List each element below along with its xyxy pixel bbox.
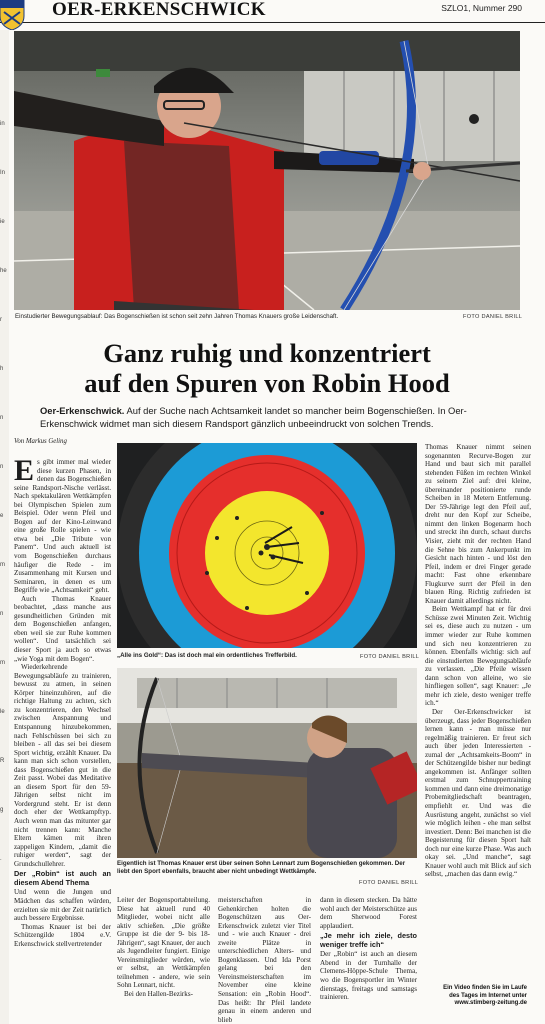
col1-subheading: Der „Robin“ ist auch an diesem Abend Thema [14,869,111,887]
neighbor-page-fragment: in [0,121,5,127]
neighbor-page-fragment: n [0,464,4,470]
col3-paragraph-1: meisterschaften in Gehenkirchen holten die Bogenschützen aus Oer-Erkenschwick zuletzt vier Titel und - wie auch Knauer - drei zweite Plätze in unterschiedlichen Alters- und Bogenklassen. Und Ida Porst gelang bei den Vereinsmeisterschaften im November eine kleine Sensation: ein „Robin Hood“. Das heißt: Ihr Pfeil landete genau in einem anderen und blieb [218,896,311,1024]
neighbor-page-fragment: e [0,513,4,519]
col1-paragraph-4: Und wenn die Jungen und Mädchen das schaffen würden, erzielten sie mit der Zeit natürlich auch bessere Ergebnisse. [14,888,111,923]
drop-cap: E [14,454,35,487]
lead-place: Oer-Erkenschwick. [40,405,125,416]
neighbor-page-fragment: ie [0,219,5,225]
article-column-2 [117,896,210,999]
neighbor-page-fragment: g [0,807,4,813]
target-photo-credit: FOTO DANIEL BRILL [360,654,420,660]
col1-paragraph-3: Wiederkehrende Bewegungsabläufe zu trainieren, bewusst zu atmen, in seinen Körper hineinzuhören, auf die richtige Haltung zu achten, sich zu konzentrieren, den Wechsel zwischen Anspannung und Entspannung hinzubekommen, nach Fehlschüssen bei sich zu bleiben - all das sei bei diesem Sport wichtig, erzählt Knauer. Da kann man sich schon vorstellen, dass Bogenschießen gut in die Zeit passt. Wobei das Meditative an diesem Sport für den 59-Jährigen selbst nicht im Vordergrund steht. Er ist denn doch eher der Wettkampftyp. Auch wenn man das mitunter gar nicht trennen kann: Manche Eltern kämen mit ihren zappeligen Kindern, „damit die ruhiger werden“, sagt der Grundschullehrer. [14,663,111,868]
col5-paragraph-2: Beim Wettkampf hat er für drei Schüsse zwei Minuten Zeit. Wichtig sei es, diese auch zu nutzen - um immer wieder zur Ruhe kommen und sich neu konzentrieren zu können. Ebenfalls wichtig: sich auf die einstudierten Bewegungsabläufe zu verlassen. „Die Pfeile wissen dann schon von alleine, wo sie hinfliegen sollen“, sagt Knauer: „Je mehr ich ziele, desto weniger treffe ich.“ [425,605,531,708]
neighbor-page-fragment: m [0,562,5,568]
video-note-line-2: des Tages im Internet unter [449,992,527,999]
col4-paragraph-1: dann in diesem stecken. Da hätte wohl auch der Meisterschütze aus dem Sherwood Forest applaudiert. [320,896,417,930]
neighbor-page-fragment: n [0,415,4,421]
col5-paragraph-1: Thomas Knauer nimmt seinen sogenannten Recurve-Bogen zur Hand und baut sich mit parallel stehenden Füßen im rechten Winkel zu seinem Ziel auf: drei kleine, übereinander positionierte runde Scheiben in 18 Metern Entfernung. Der 59-Jährige legt den Pfeil auf, dreht nur den Kopf zur Scheibe, nimmt den linken Bogenarm hoch und streckt ihn durch, schaut durchs Visier, zieht mit der rechten Hand die Sehne bis zum Ankerpunkt im Gesicht nach hinten - und löst den Pfeil, indem er drei Finger gerade macht: Fast ohne erkennbare Flugkurve surrt der Pfeil in den blauen Ring. Richtig zufrieden ist Knauer damit allerdings nicht. [425,443,531,605]
headline-line-1: Ganz ruhig und konzentriert [103,338,431,368]
article-column-1 [14,454,111,948]
son-photo-credit: FOTO DANIEL BRILL [359,880,419,886]
neighbor-page-fragment: h [0,366,4,372]
headline [14,338,520,398]
article-column-3 [218,896,311,1024]
article-column-5 [425,443,531,879]
son-photo [117,668,417,858]
section-title: OER-ERKENSCHWICK [52,0,266,20]
article-column-4 [320,896,417,1002]
col2-paragraph-1: Leiter der Bogensportabteilung. Diese hat aktuell rund 40 Mitglieder, wobei nicht alle aktiv schießen. „Die größte Gruppe ist die der 9- bis 18-Jährigen“, sagt Knauer, der auch als Jugendleiter fungiert. Einige Vereinsmitglieder würden, wie er selbst, an Wettkämpfen teilnehmen - andere, wie sein Sohn Lennart, nicht. [117,896,210,990]
neighbor-page-fragment: le [0,709,5,715]
neighbor-page-fragment: . [0,856,2,862]
target-photo [117,443,417,648]
target-photo-caption: „Alle ins Gold“: Das ist doch mal ein ordentliches Trefferbild. [117,652,297,659]
col1-paragraph-1: s gibt immer mal wieder diese kurzen Phasen, in denen das Bogenschießen seine Randsport-Nische verlässt. Nach spektakulären Wettkämpfen bei Olympischen Spielen zum Beispiel. Oder wenn Pfeil und Bogen auf der Kino-Leinwand eine große Rolle spielen - wie etwa bei „Die Tribute von Panem“. Und auch aktuell ist vom Bogenschießen durchaus häufiger die Rede - im Zusammenhang mit Kursen und Seminaren, in denen es um Begriffe wie „Achtsamkeit“ geht. [14,458,111,595]
page-reference: SZLO1, Nummer 290 [441,3,522,13]
video-note [443,985,527,1008]
byline: Von Markus Geling [14,438,67,445]
headline-line-2: auf den Spuren von Robin Hood [84,368,450,398]
main-photo-caption: Einstudierter Bewegungsablauf: Das Bogenschießen ist schon seit zehn Jahren Thomas Knauers große Leidenschaft. [15,313,339,320]
neighbor-page-fragment: In [0,170,6,176]
main-photo-credit: FOTO DANIEL BRILL [463,314,523,320]
col1-paragraph-5: Thomas Knauer ist bei der Schützengilde 1804 e.V. Erkenschwick stellvertretender [14,922,111,948]
neighbor-page-fragment: n [0,611,4,617]
video-note-link[interactable]: www.stimberg-zeitung.de [454,1000,527,1006]
col4-paragraph-2: Der „Robin“ ist auch an diesem Abend in der Turnhalle der Clemens-Höppe-Schule Thema, wo die Bogensportler im Winter dienstags, freitags und samstags trainieren. [320,950,417,1002]
lead-paragraph [40,405,510,430]
neighbor-page-fragment: m [0,660,5,666]
col4-subheading: „Je mehr ich ziele, desto weniger treffe ich“ [320,931,417,949]
lead-text: Auf der Suche nach Achtsamkeit landet so mancher beim Bogenschießen. In Oer-Erkenschwick widmet man sich diesem Randsport gänzlich unbeeindruckt von solchen Trends. [40,405,467,429]
col2-paragraph-2: Bei den Hallen-Bezirks- [124,990,193,999]
son-photo-caption: Eigentlich ist Thomas Knauer erst über seinen Sohn Lennart zum Bogenschießen gekommen. Der liebt den Sport ebenfalls, braucht aber nicht unbedingt Wettkämpfe. [117,860,406,875]
neighbor-page-fragment: R [0,758,5,764]
neighbor-page-fragment: he [0,268,7,274]
col1-paragraph-2: Auch Thomas Knauer beobachtet, „dass manche aus gesundheitlichen Gründen mit dem Bogenschießen anfangen, eben weil sie zur Ruhe kommen wollen“. Und tatsächlich sei dieser Sport ja auch so etwas „wie Yoga mit dem Bogen“. [14,594,111,663]
neighbor-page-strip [0,30,9,1024]
video-note-line-1: Ein Video finden Sie im Laufe [443,985,527,991]
main-photo [14,31,520,310]
city-crest-icon [0,0,26,30]
neighbor-page-fragment: r [0,317,2,323]
col5-paragraph-3: Der Oer-Erkenschwicker ist überzeugt, dass jeder Bogenschießen lernen kann - man müsse nur regelmäßig trainieren. Er freut sich auch über jeden Interessierten - zumal der „Achtsamkeits-Boom“ in der Schützengilde bisher nur bedingt angekommen ist. Anfänger sollten erstmal zum Schnuppertraining kommen und dann eine dreimonatige Probemitgliedschaft beantragen, empfiehlt er. Und was die Ausrüstung angeht, zunächst so viel wie möglich leihen - ehe man selbst investiert. Denn: Bei manchen ist die Begeisterung für diesen Sport halt doch nur eine kurze Phase. Was auch okay sei. „Und manche“, sagt Knauer wohl auch mit Blick auf sich selbst, „machen das dann ewig.“ [425,707,531,879]
